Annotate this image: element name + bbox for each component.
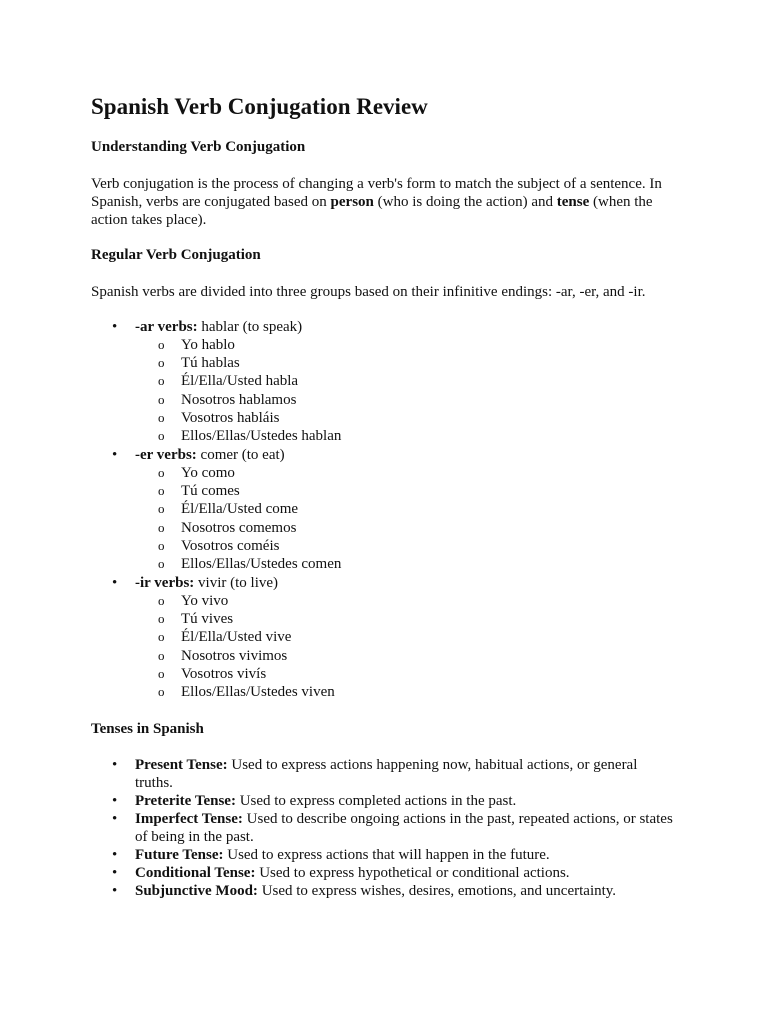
sub-bullet-icon: o (158, 684, 165, 699)
bullet-icon: • (112, 883, 118, 899)
sub-bullet-icon: o (158, 629, 165, 644)
list-item: Ellos/Ellas/Ustedes hablan (181, 428, 342, 444)
paragraph-line: action takes place). (91, 212, 207, 228)
sub-bullet-icon: o (158, 465, 165, 480)
section-heading-regular: Regular Verb Conjugation (91, 247, 261, 263)
paragraph-line: Spanish, verbs are conjugated based on person (who is doing the action) and tense (when the (91, 194, 653, 210)
list-item: Tú comes (181, 483, 240, 499)
sub-bullet-icon: o (158, 410, 165, 425)
sub-bullet-icon: o (158, 501, 165, 516)
bullet-icon: • (112, 865, 118, 881)
sub-bullet-icon: o (158, 355, 165, 370)
sub-bullet-icon: o (158, 666, 165, 681)
sub-bullet-icon: o (158, 648, 165, 663)
list-item: Él/Ella/Usted come (181, 501, 299, 517)
page-title: Spanish Verb Conjugation Review (91, 94, 428, 119)
sub-bullet-icon: o (158, 337, 165, 352)
section-heading-understanding: Understanding Verb Conjugation (91, 139, 306, 155)
list-item: Nosotros comemos (181, 520, 297, 536)
list-item-continuation: of being in the past. (135, 829, 254, 845)
paragraph-line: Verb conjugation is the process of changing a verb's form to match the subject of a sentence. In (91, 176, 662, 192)
list-item: Tú hablas (181, 355, 240, 371)
sub-bullet-icon: o (158, 538, 165, 553)
bullet-icon: • (112, 575, 118, 591)
list-item-continuation: truths. (135, 775, 173, 791)
list-item: Nosotros hablamos (181, 392, 297, 408)
bullet-icon: • (112, 811, 118, 827)
list-item: Yo hablo (181, 337, 235, 353)
list-item-subjunctive-mood: Subjunctive Mood: Used to express wishes, desires, emotions, and uncertainty. (135, 883, 617, 899)
bullet-icon: • (112, 757, 118, 773)
bold-term-tense: tense (556, 194, 590, 210)
list-item: Ellos/Ellas/Ustedes comen (181, 556, 342, 572)
list-item-present-tense: Present Tense: Used to express actions happening now, habitual actions, or general (135, 757, 638, 773)
list-item: Vosotros vivís (181, 666, 267, 682)
paragraph-line: Spanish verbs are divided into three groups based on their infinitive endings: -ar, -er, and -ir. (91, 284, 646, 300)
list-item: Él/Ella/Usted vive (181, 629, 292, 645)
list-item-ir-verbs: -ir verbs: vivir (to live) (135, 575, 279, 591)
bullet-icon: • (112, 447, 118, 463)
list-item-preterite-tense: Preterite Tense: Used to express completed actions in the past. (135, 793, 517, 809)
bullet-icon: • (112, 319, 118, 335)
list-item: Vosotros coméis (181, 538, 280, 554)
sub-bullet-icon: o (158, 520, 165, 535)
list-item-conditional-tense: Conditional Tense: Used to express hypothetical or conditional actions. (135, 865, 570, 881)
bold-term-person: person (330, 194, 374, 210)
list-item: Yo vivo (181, 593, 229, 609)
section-heading-tenses: Tenses in Spanish (91, 721, 204, 737)
sub-bullet-icon: o (158, 593, 165, 608)
list-item: Vosotros habláis (181, 410, 280, 426)
sub-bullet-icon: o (158, 392, 165, 407)
list-item-imperfect-tense: Imperfect Tense: Used to describe ongoing actions in the past, repeated actions, or states (135, 811, 673, 827)
sub-bullet-icon: o (158, 556, 165, 571)
list-item: Yo como (181, 465, 235, 481)
sub-bullet-icon: o (158, 483, 165, 498)
sub-bullet-icon: o (158, 428, 165, 443)
sub-bullet-icon: o (158, 373, 165, 388)
bullet-icon: • (112, 847, 118, 863)
list-item-future-tense: Future Tense: Used to express actions that will happen in the future. (135, 847, 550, 863)
list-item-ar-verbs: -ar verbs: hablar (to speak) (135, 319, 303, 335)
bullet-icon: • (112, 793, 118, 809)
list-item-er-verbs: -er verbs: comer (to eat) (135, 447, 285, 463)
list-item: Nosotros vivimos (181, 648, 288, 664)
list-item: Tú vives (181, 611, 234, 627)
sub-bullet-icon: o (158, 611, 165, 626)
list-item: Ellos/Ellas/Ustedes viven (181, 684, 335, 700)
list-item: Él/Ella/Usted habla (181, 373, 299, 389)
